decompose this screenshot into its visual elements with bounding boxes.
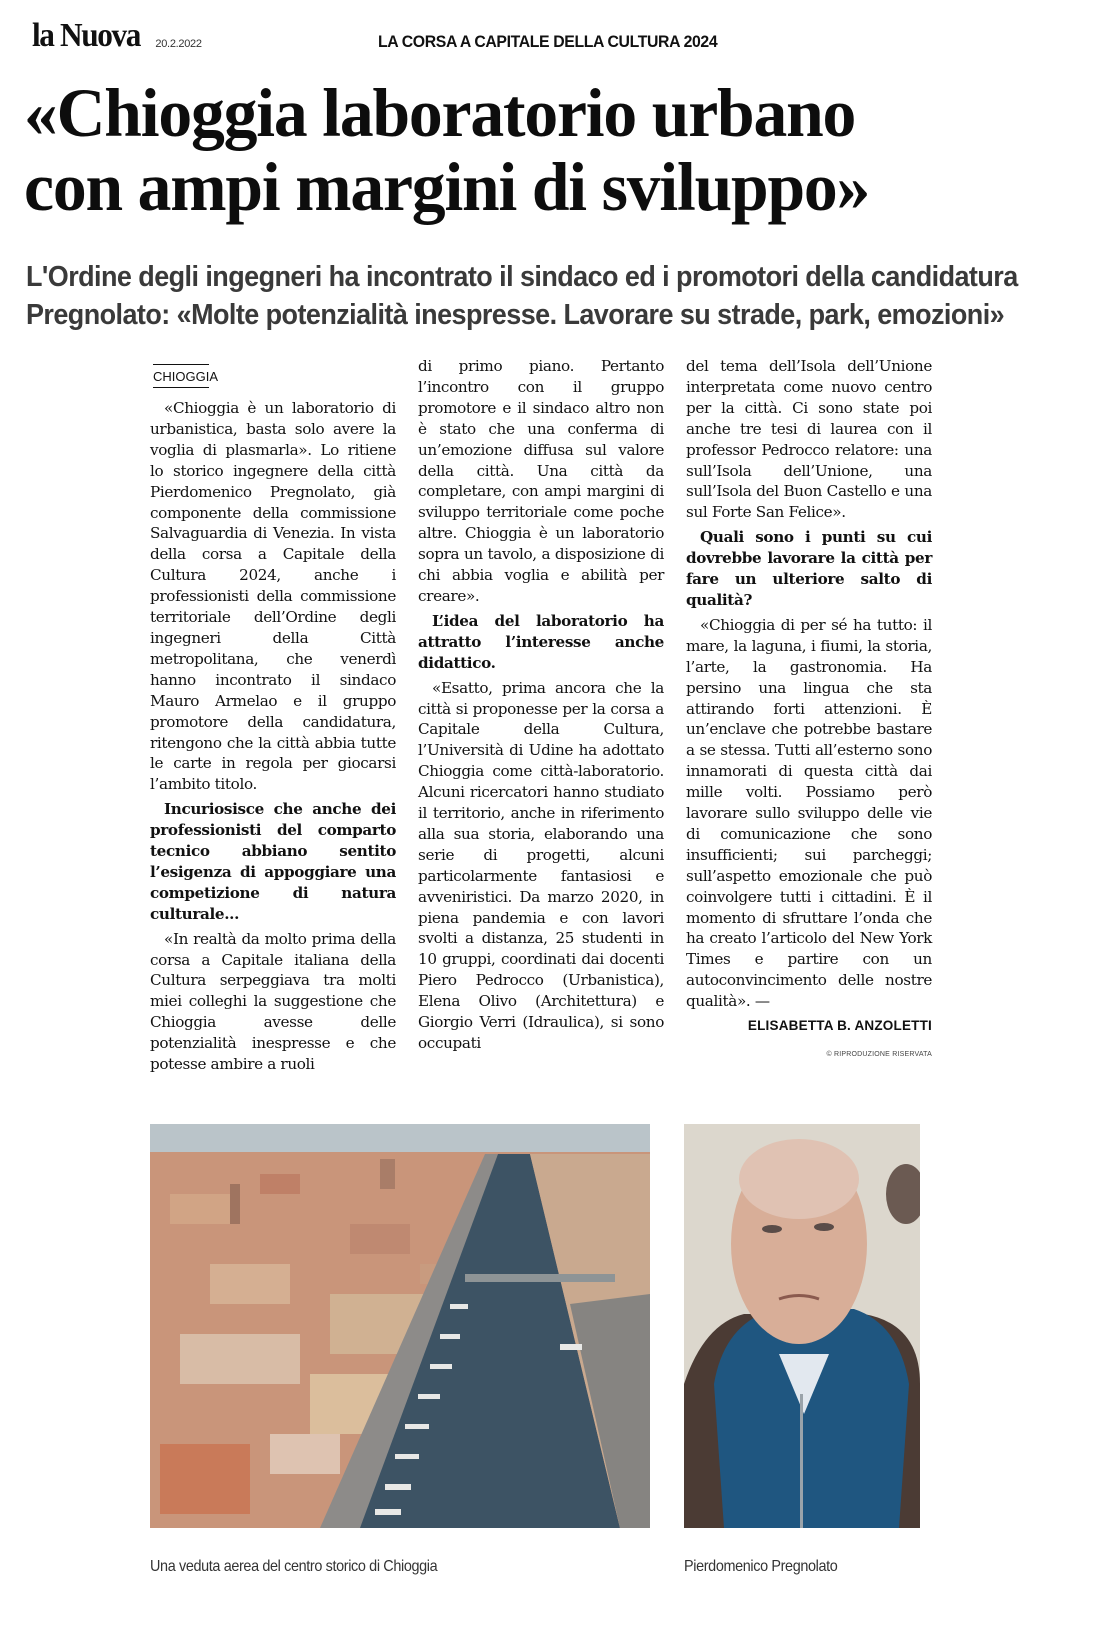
subheadline-line-2: Pregnolato: «Molte potenzialità inespresse. Lavorare su strade, park, emozioni» [26, 299, 1005, 331]
publication-date: 20.2.2022 [155, 38, 202, 50]
aerial-photo-chioggia [150, 1124, 650, 1528]
photo-caption-portrait: Pierdomenico Pregnolato [684, 1558, 838, 1575]
article-column-2 [418, 356, 664, 1058]
newspaper-logo: la Nuova [32, 17, 141, 54]
headline-line-1: «Chioggia laboratorio urbano [24, 75, 856, 151]
subheadline [26, 258, 1030, 334]
photo-caption-aerial: Una veduta aerea del centro storico di Chioggia [150, 1558, 438, 1575]
author-byline: ELISABETTA B. ANZOLETTI [747, 1018, 932, 1034]
copyright-notice: © RIPRODUZIONE RISERVATA [826, 1051, 932, 1058]
subheadline-line-1: L'Ordine degli ingegneri ha incontrato il sindaco ed i promotori della candidatura [26, 261, 1018, 293]
portrait-photo-pregnolato [684, 1124, 920, 1528]
paragraph: «In realtà da molto prima della corsa a Capitale italiana della Cultura serpeggiava tra molti miei colleghi la suggestione che Chioggia avesse delle potenzialità inespresse e che potesse ambire a ruoli [150, 929, 396, 1074]
interview-question: Quali sono i punti su cui dovrebbe lavorare la città per fare un ulteriore salto di qualità? [686, 528, 932, 609]
paragraph: «Esatto, prima ancora che la città si proponesse per la corsa a Capitale della Cultura, l’Università di Udine ha adottato Chioggia come città-laboratorio. Alcuni ricercatori hanno studiato il territorio, anche in riferimento alla sua storia, elaborando una serie di progetti, alcuni particolarmente fantasiosi e avveniristici. Da marzo 2020, in piena pandemia e con lavori svolti a distanza, 25 studenti in 10 gruppi, coordinati dai docenti Piero Pedrocco (Urbanistica), Elena Olivo (Architettura) e Giorgio Verri (Idraulica), si sono occupati [418, 678, 664, 1052]
masthead [32, 14, 202, 54]
interview-question: L’idea del laboratorio ha attratto l’interesse anche didattico. [418, 611, 664, 672]
headline [24, 76, 1082, 224]
aerial-city-illustration [150, 1124, 650, 1528]
paragraph: del tema dell’Isola dell’Unione interpretata come nuovo centro per la città. Ci sono state poi anche tre tesi di laurea con il professor Pedrocco relatore: una sull’Isola dell’Unione, una sull’Isola del Buon Castello e una sul Forte San Felice». [686, 357, 932, 522]
paragraph: «Chioggia è un laboratorio di urbanistica, basta solo avere la voglia di plasmarla». Lo ritiene lo storico ingegnere della città Pierdomenico Pregnolato, già componente della commissione Salvaguardia di Venezia. In vista della corsa a Capitale della Cultura 2024, anche i professionisti della commissione territoriale dell’Ordine degli ingegneri della Città metropolitana, che venerdì hanno incontrato il sindaco Mauro Armelao e il gruppo promotore della candidatura, ritengono che la città abbia tutte le carte in regola per giocarsi l’ambito titolo. [150, 399, 396, 794]
article-column-3 [686, 356, 932, 1066]
interview-question: Incuriosisce che anche dei professionisti del comparto tecnico abbiano sentito l’esigenza di appoggiare una competizione di natura culturale... [150, 800, 396, 923]
article-column-1 [150, 398, 396, 1079]
headline-line-2: con ampi margini di sviluppo» [24, 149, 870, 225]
section-kicker: LA CORSA A CAPITALE DELLA CULTURA 2024 [378, 32, 718, 51]
paragraph: di primo piano. Pertanto l’incontro con il gruppo promotore e il sindaco altro non è stato che una conferma di un’emozione diffusa sul valore della città. Una città da completare, con ampi margini di sviluppo territoriale come poche altre. Chioggia è un laboratorio sopra un tavolo, a disposizione di chi abbia voglia e abilità per creare». [418, 357, 664, 605]
portrait-illustration [684, 1124, 920, 1528]
location-label: CHIOGGIA [153, 364, 209, 388]
paragraph: «Chioggia di per sé ha tutto: il mare, la laguna, i fiumi, la storia, l’arte, la gastronomia. Ha persino una lingua che sta attirando forti attenzioni. È un’enclave che potrebbe bastare a se stessa. Tutti all’esterno sono innamorati di questa città dai mille volti. Possiamo però lavorare sullo sviluppo delle vie di comunicazione che sono insufficienti; sui parcheggi; sull’aspetto emozionale che può coinvolgere tutti i cittadini. È il momento di sfruttare l’onda che ha creato l’articolo del New York Times e partire con un autoconvincimento delle nostre qualità». — [686, 615, 932, 1011]
